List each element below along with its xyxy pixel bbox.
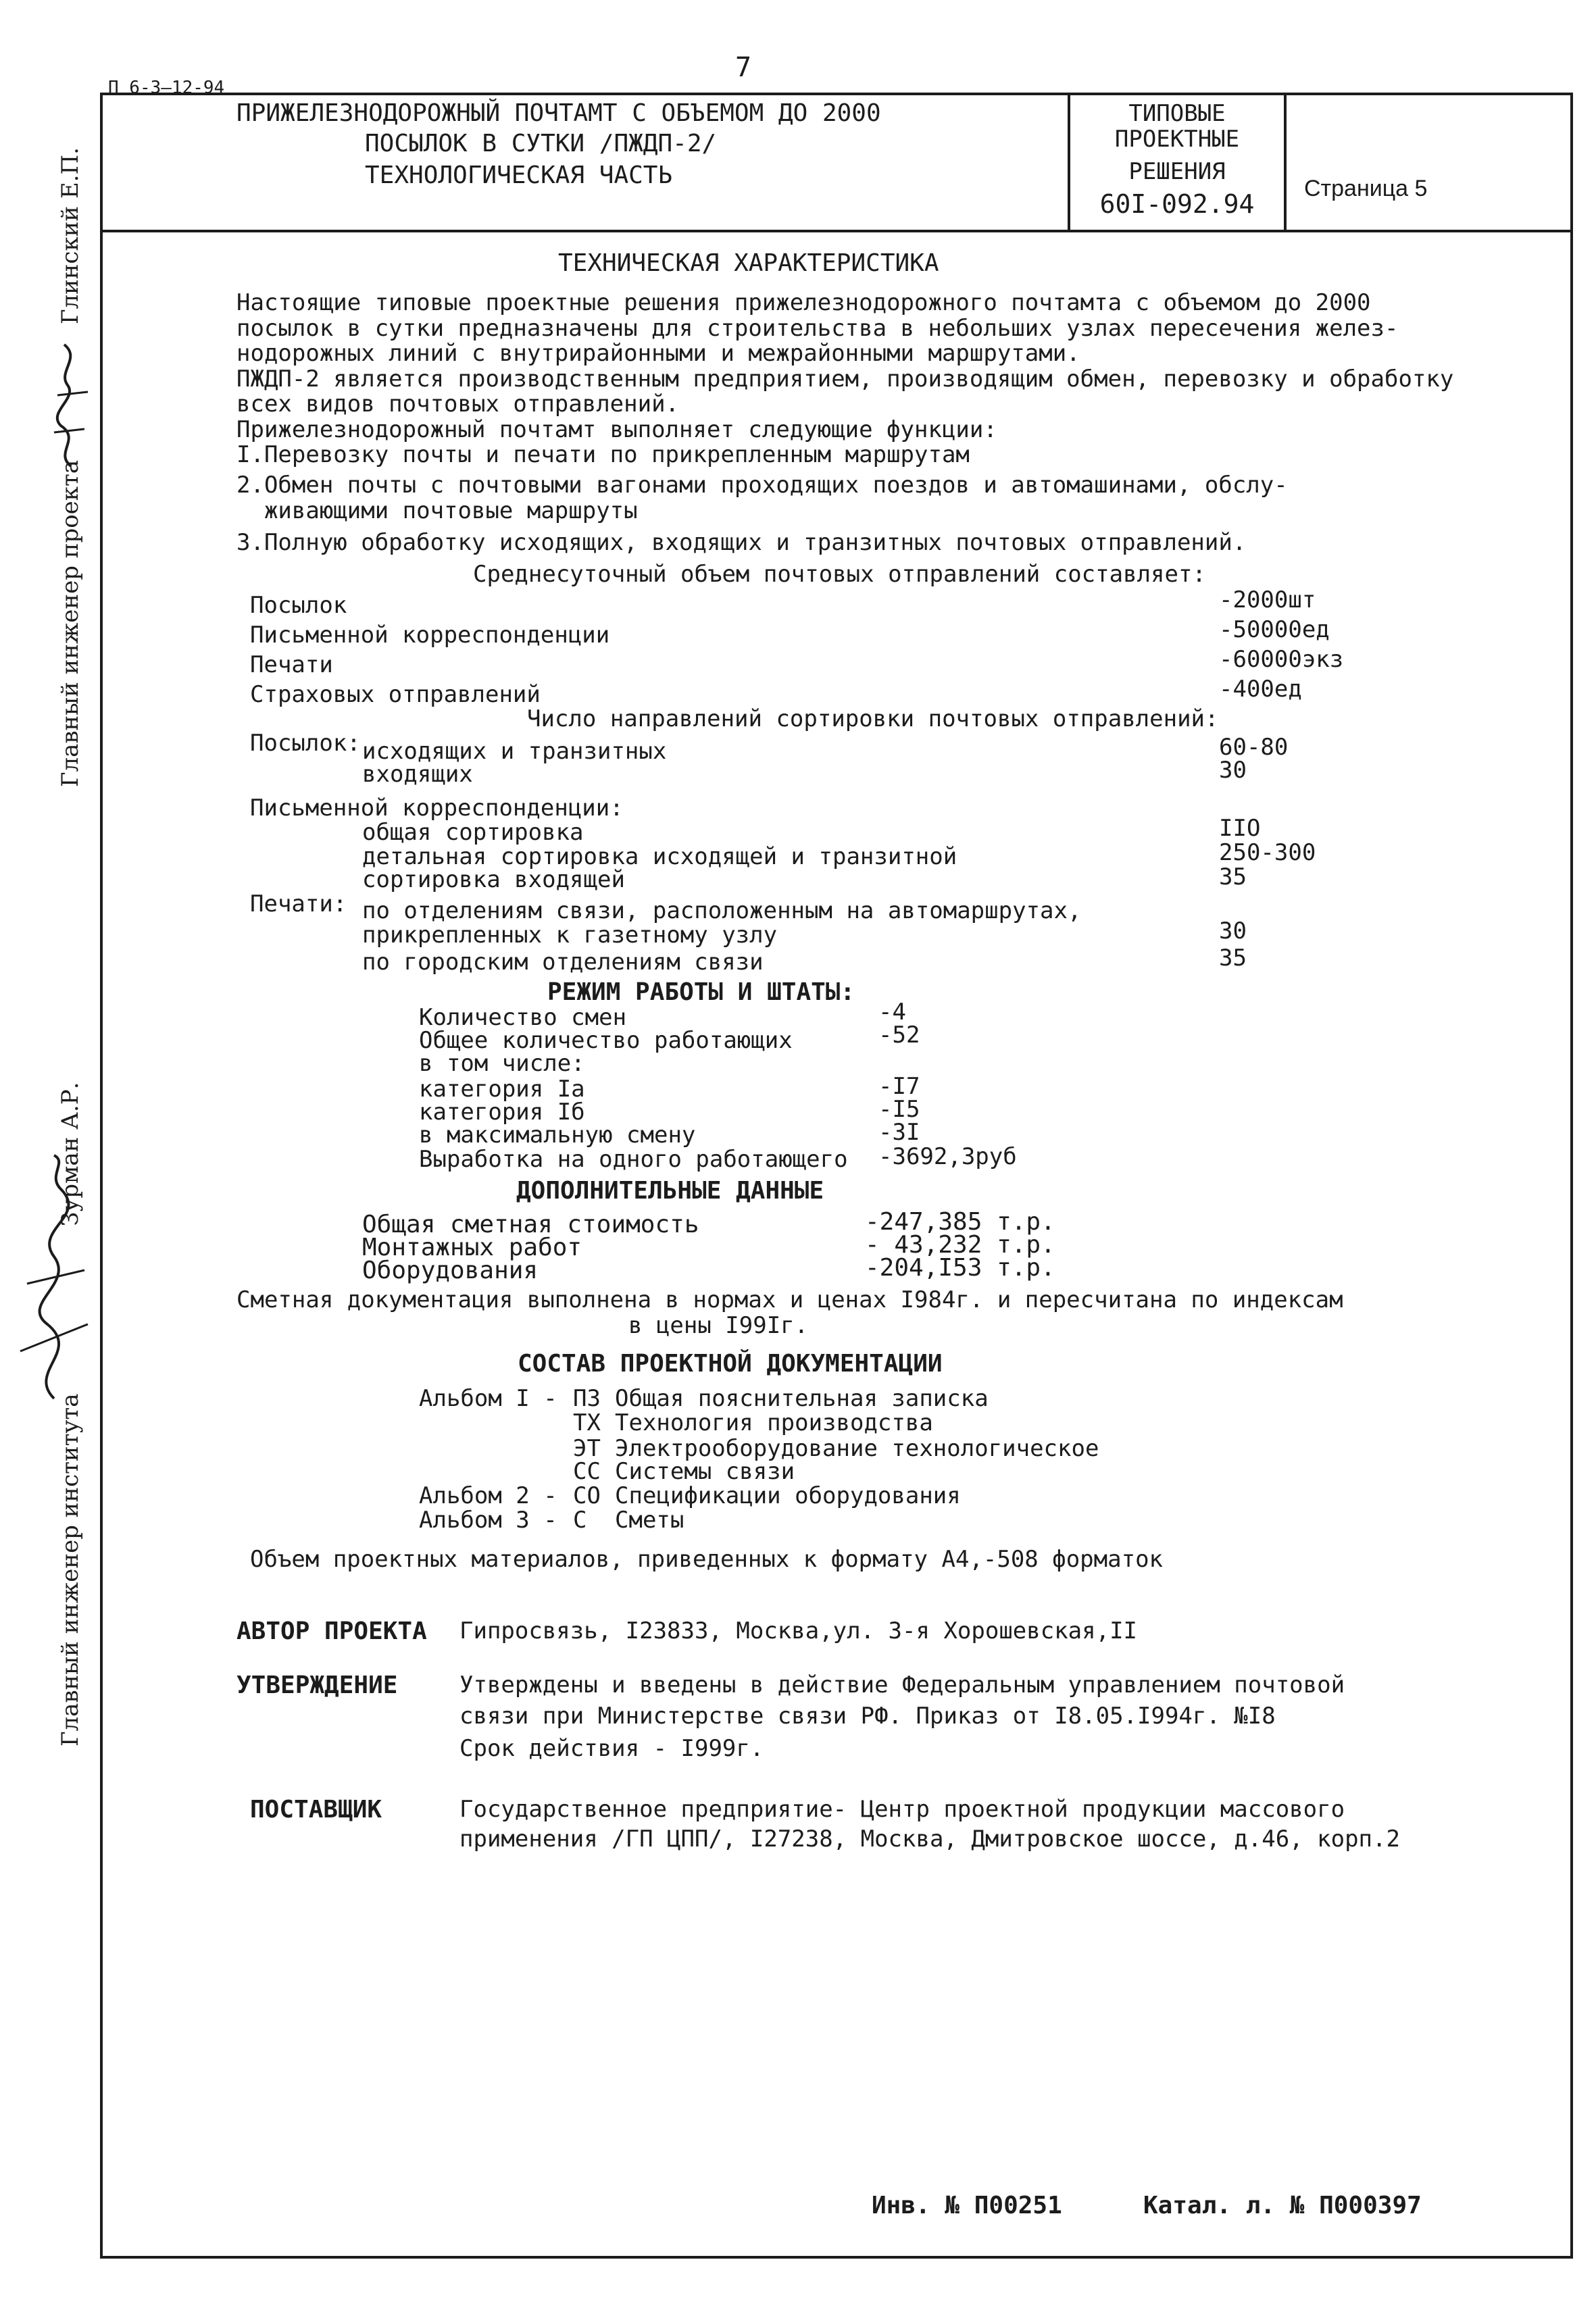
intro-line-7: I.Перевозку почты и печати по прикрепленным маршрутам <box>236 441 970 468</box>
staff-6-value: -3I <box>878 1119 920 1146</box>
section-title: ТЕХНИЧЕСКАЯ ХАРАКТЕРИСТИКА <box>558 249 939 277</box>
directions-press-1-label: по отделениям связи, расположенным на автомаршрутах, <box>362 897 1082 924</box>
approval-line-1: Утверждены и введены в действие Федеральным управлением почтовой <box>459 1671 1345 1699</box>
directions-press-3-value: 35 <box>1219 945 1247 972</box>
intro-line-9: живающими почтовые маршруты <box>236 497 638 524</box>
approval-line-2: связи при Министерстве связи РФ. Приказ от I8.05.I994г. №I8 <box>459 1703 1276 1730</box>
directions-press-2-value: 30 <box>1219 917 1247 945</box>
composition-1-album: Альбом I - <box>419 1385 557 1412</box>
composition-1-code: ПЗ <box>573 1385 601 1412</box>
approval-label: УТВЕРЖДЕНИЕ <box>236 1671 398 1699</box>
directions-letters-2-value: 250-300 <box>1219 839 1316 866</box>
extra-1-value: -247,385 т.р. <box>865 1208 1055 1236</box>
intro-line-5: всех видов почтовых отправлений. <box>236 391 680 418</box>
series-line-2: ПРОЕКТНЫЕ <box>1114 126 1240 153</box>
volume-value-insured: -400ед <box>1219 676 1302 703</box>
staff-7-value: -3692,3руб <box>878 1143 1017 1170</box>
footer-inventory: Инв. № П00251 <box>872 2192 1062 2219</box>
directions-title: Число направлений сортировки почтовых отправлений: <box>527 705 1219 732</box>
intro-line-2: посылок в сутки предназначены для строительства в небольших узлах пересечения желез- <box>236 315 1399 342</box>
staff-5-value: -I5 <box>878 1096 920 1123</box>
side-label-chief-project-engineer: Главный инженер проекта <box>57 459 84 787</box>
volume-label-press: Печати <box>250 651 333 678</box>
staff-1-label: Количество смен <box>419 1004 627 1031</box>
estimate-note-line-1: Сметная документация выполнена в нормах и ценах I984г. и пересчитана по индексам <box>236 1286 1343 1313</box>
approval-line-3: Срок действия - I999г. <box>459 1735 764 1762</box>
extra-2-value: - 43,232 т.р. <box>865 1231 1055 1259</box>
composition-2-code: ТХ <box>573 1409 601 1436</box>
series-number: 60I-092.94 <box>1099 189 1255 219</box>
header-title-line-3: ТЕХНОЛОГИЧЕСКАЯ ЧАСТЬ <box>365 161 673 189</box>
header-divider <box>100 230 1573 232</box>
volume-label-parcels: Посылок <box>250 592 347 619</box>
composition-6-code: С <box>573 1507 587 1534</box>
composition-5-album: Альбом 2 - <box>419 1482 557 1509</box>
composition-6-album: Альбом 3 - <box>419 1507 557 1534</box>
composition-3-code: ЭТ <box>573 1435 601 1462</box>
directions-press-label: Печати: <box>250 890 347 917</box>
staff-4-value: -I7 <box>878 1073 920 1100</box>
series-line-1: ТИПОВЫЕ <box>1128 100 1226 127</box>
header-col-divider-2 <box>1284 93 1287 231</box>
intro-line-3: нодорожных линий с внутрирайонными и межрайонными маршрутами. <box>236 340 1080 367</box>
volume-value-parcels: -2000шт <box>1219 586 1316 613</box>
doc-code: П 6-3—12-94 <box>108 78 225 98</box>
signature-chief-institute-engineer <box>7 1149 101 1405</box>
extra-3-value: -204,I53 т.р. <box>865 1254 1055 1282</box>
footer-catalog: Катал. л. № П000397 <box>1143 2192 1422 2219</box>
composition-5-name: Спецификации оборудования <box>615 1482 961 1509</box>
directions-letters-1-value: IIO <box>1219 815 1261 842</box>
side-label-chief-institute-engineer: Главный инженер института <box>57 1393 84 1746</box>
directions-parcels-2-value: 30 <box>1219 757 1247 784</box>
supplier-line-1: Государственное предприятие- Центр проектной продукции массового <box>459 1796 1345 1823</box>
directions-letters-label: Письменной корреспонденции: <box>250 795 624 822</box>
composition-6-name: Сметы <box>615 1507 684 1534</box>
header-title-line-1: ПРИЖЕЛЕЗНОДОРОЖНЫЙ ПОЧТАМТ С ОБЪЕМОМ ДО 2000 <box>236 99 881 127</box>
staff-5-label: категория Iб <box>419 1099 585 1126</box>
directions-letters-3-label: сортировка входящей <box>362 866 625 893</box>
series-line-3: РЕШЕНИЯ <box>1128 158 1226 185</box>
composition-4-name: Системы связи <box>615 1458 795 1485</box>
volume-value-press: -60000экз <box>1219 646 1344 673</box>
extra-1-label: Общая сметная стоимость <box>362 1211 699 1238</box>
composition-5-code: СО <box>573 1482 601 1509</box>
intro-line-1: Настоящие типовые проектные решения прижелезнодорожного почтамта с объемом до 2000 <box>236 289 1371 316</box>
extra-title: ДОПОЛНИТЕЛЬНЫЕ ДАННЫЕ <box>516 1177 824 1205</box>
author-label: АВТОР ПРОЕКТА <box>236 1617 427 1645</box>
directions-press-2-label: прикрепленных к газетному узлу <box>362 922 778 949</box>
extra-3-label: Оборудования <box>362 1257 539 1284</box>
composition-3-name: Электрооборудование технологическое <box>615 1435 1099 1462</box>
staff-2-label: Общее количество работающих <box>419 1027 793 1054</box>
volume-label-letters: Письменной корреспонденции <box>250 622 610 649</box>
page-number-top: 7 <box>735 52 752 83</box>
header-title-line-2: ПОСЫЛОК В СУТКИ /ПЖДП-2/ <box>365 130 717 157</box>
composition-2-name: Технология производства <box>615 1409 933 1436</box>
staff-2-value: -52 <box>878 1022 920 1049</box>
estimate-note-line-2: в цены I99Iг. <box>628 1312 809 1339</box>
page-label: Страница 5 <box>1304 176 1428 201</box>
composition-title: СОСТАВ ПРОЕКТНОЙ ДОКУМЕНТАЦИИ <box>518 1350 943 1378</box>
supplier-line-2: применения /ГП ЦПП/, I27238, Москва, Дмитровское шоссе, д.46, корп.2 <box>459 1826 1400 1853</box>
staff-3-label: в том числе: <box>419 1050 585 1077</box>
intro-line-8: 2.Обмен почты с почтовыми вагонами проходящих поездов и автомашинами, обслу- <box>236 472 1288 499</box>
extra-2-label: Монтажных работ <box>362 1234 582 1261</box>
volume-title: Среднесуточный объем почтовых отправлений составляет: <box>473 561 1206 588</box>
volume-label-insured: Страховых отправлений <box>250 681 541 708</box>
supplier-label: ПОСТАВЩИК <box>250 1796 382 1823</box>
side-label-chief-project-engineer-name: Глинский Е.П. <box>57 147 84 324</box>
directions-letters-2-label: детальная сортировка исходящей и транзитной <box>362 843 957 870</box>
staff-4-label: категория Iа <box>419 1076 585 1103</box>
directions-letters-3-value: 35 <box>1219 863 1247 890</box>
intro-line-4: ПЖДП-2 является производственным предприятием, производящим обмен, перевозку и обработку <box>236 366 1454 393</box>
directions-parcels-label: Посылок: <box>250 730 361 757</box>
staff-7-label: Выработка на одного работающего <box>419 1146 848 1173</box>
directions-parcels-1-value: 60-80 <box>1219 734 1289 761</box>
header-col-divider-1 <box>1068 93 1070 231</box>
staff-title: РЕЖИМ РАБОТЫ И ШТАТЫ: <box>547 978 855 1006</box>
staff-6-label: в максимальную смену <box>419 1122 696 1149</box>
signature-chief-project-engineer <box>41 331 95 473</box>
directions-press-3-label: по городским отделениям связи <box>362 949 764 976</box>
intro-line-6: Прижелезнодорожный почтамт выполняет следующие функции: <box>236 416 997 443</box>
intro-line-10: 3.Полную обработку исходящих, входящих и транзитных почтовых отправлений. <box>236 529 1247 556</box>
composition-4-code: СС <box>573 1458 601 1485</box>
directions-parcels-1-label: исходящих и транзитных <box>362 738 667 765</box>
volume-value-letters: -50000ед <box>1219 616 1330 643</box>
directions-letters-1-label: общая сортировка <box>362 819 584 846</box>
side-label-chief-institute-engineer-name: Зурман А.Р. <box>57 1082 84 1226</box>
directions-parcels-2-label: входящих <box>362 761 473 788</box>
staff-1-value: -4 <box>878 999 906 1026</box>
author-text: Гипросвязь, I23833, Москва,ул. 3-я Хорошевская,II <box>459 1617 1138 1644</box>
composition-1-name: Общая пояснительная записка <box>615 1385 989 1412</box>
volume-note: Объем проектных материалов, приведенных к формату А4,-508 форматок <box>250 1546 1164 1573</box>
